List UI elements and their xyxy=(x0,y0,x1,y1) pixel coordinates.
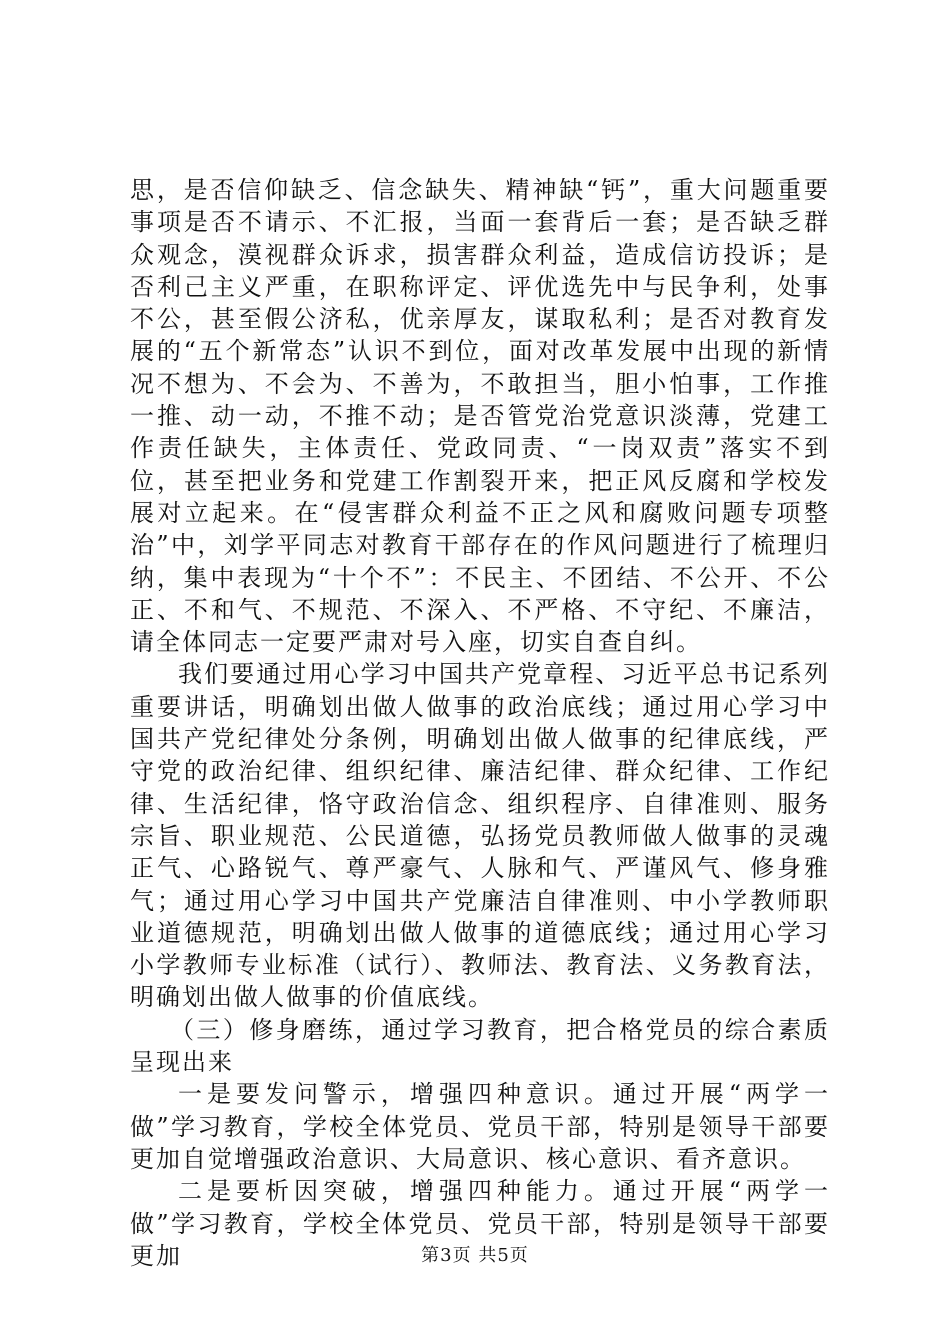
paragraph-continuation: 思，是否信仰缺乏、信念缺失、精神缺“钙”，重大问题重要事项是否不请示、不汇报，当面一套背后一套；是否缺乏群众观念，漠视群众诉求，损害群众利益，造成信访投诉；是否利己主义严重，在职称评定、评优选先中与民争利，处事不公，甚至假公济私，优亲厚友，谋取私利；是否对教育发展的“五个新常态”认识不到位，面对改革发展中出现的新情况不想为、不会为、不善为，不敢担当，胆小怕事，工作推一推、动一动，不推不动；是否管党治党意识淡薄，党建工作责任缺失，主体责任、党政同责、“一岗双责”落实不到位，甚至把业务和党建工作割裂开来，把正风反腐和学校发展对立起来。在“侵害群众利益不正之风和腐败问题专项整治”中，刘学平同志对教育干部存在的作风问题进行了梳理归纳，集中表现为“十个不”：不民主、不团结、不公开、不公正、不和气、不规范、不深入、不严格、不守纪、不廉洁，请全体同志一定要严肃对号入座，切实自查自纠。 xyxy=(130,176,830,657)
section-heading-three: （三）修身磨练，通过学习教育，把合格党员的综合素质呈现出来 xyxy=(130,1015,830,1077)
paragraph-study-bottom-lines: 我们要通过用心学习中国共产党章程、习近平总书记系列重要讲话，明确划出做人做事的政治底线；通过用心学习中国共产党纪律处分条例，明确划出做人做事的纪律底线，严守党的政治纪律、组织纪律、廉洁纪律、群众纪律、工作纪律、生活纪律，恪守政治信念、组织程序、自律准则、服务宗旨、职业规范、公民道德，弘扬党员教师做人做事的灵魂正气、心路锐气、尊严豪气、人脉和气、严谨风气、修身雅气；通过用心学习中国共产党廉洁自律准则、中小学教师职业道德规范，明确划出做人做事的道德底线；通过用心学习小学教师专业标准（试行）、教师法、教育法、义务教育法，明确划出做人做事的价值底线。 xyxy=(130,660,830,1012)
page-footer: 第3页 共5页 xyxy=(421,1245,529,1266)
paragraph-four-abilities: 二是要析因突破，增强四种能力。通过开展“两学一做”学习教育，学校全体党员、党员干部，特别是领导干部要更加 xyxy=(130,1177,830,1270)
document-body xyxy=(130,174,830,1272)
paragraph-four-awareness: 一是要发问警示，增强四种意识。通过开展“两学一做”学习教育，学校全体党员、党员干部，特别是领导干部要更加自觉增强政治意识、大局意识、核心意识、看齐意识。 xyxy=(130,1080,830,1173)
